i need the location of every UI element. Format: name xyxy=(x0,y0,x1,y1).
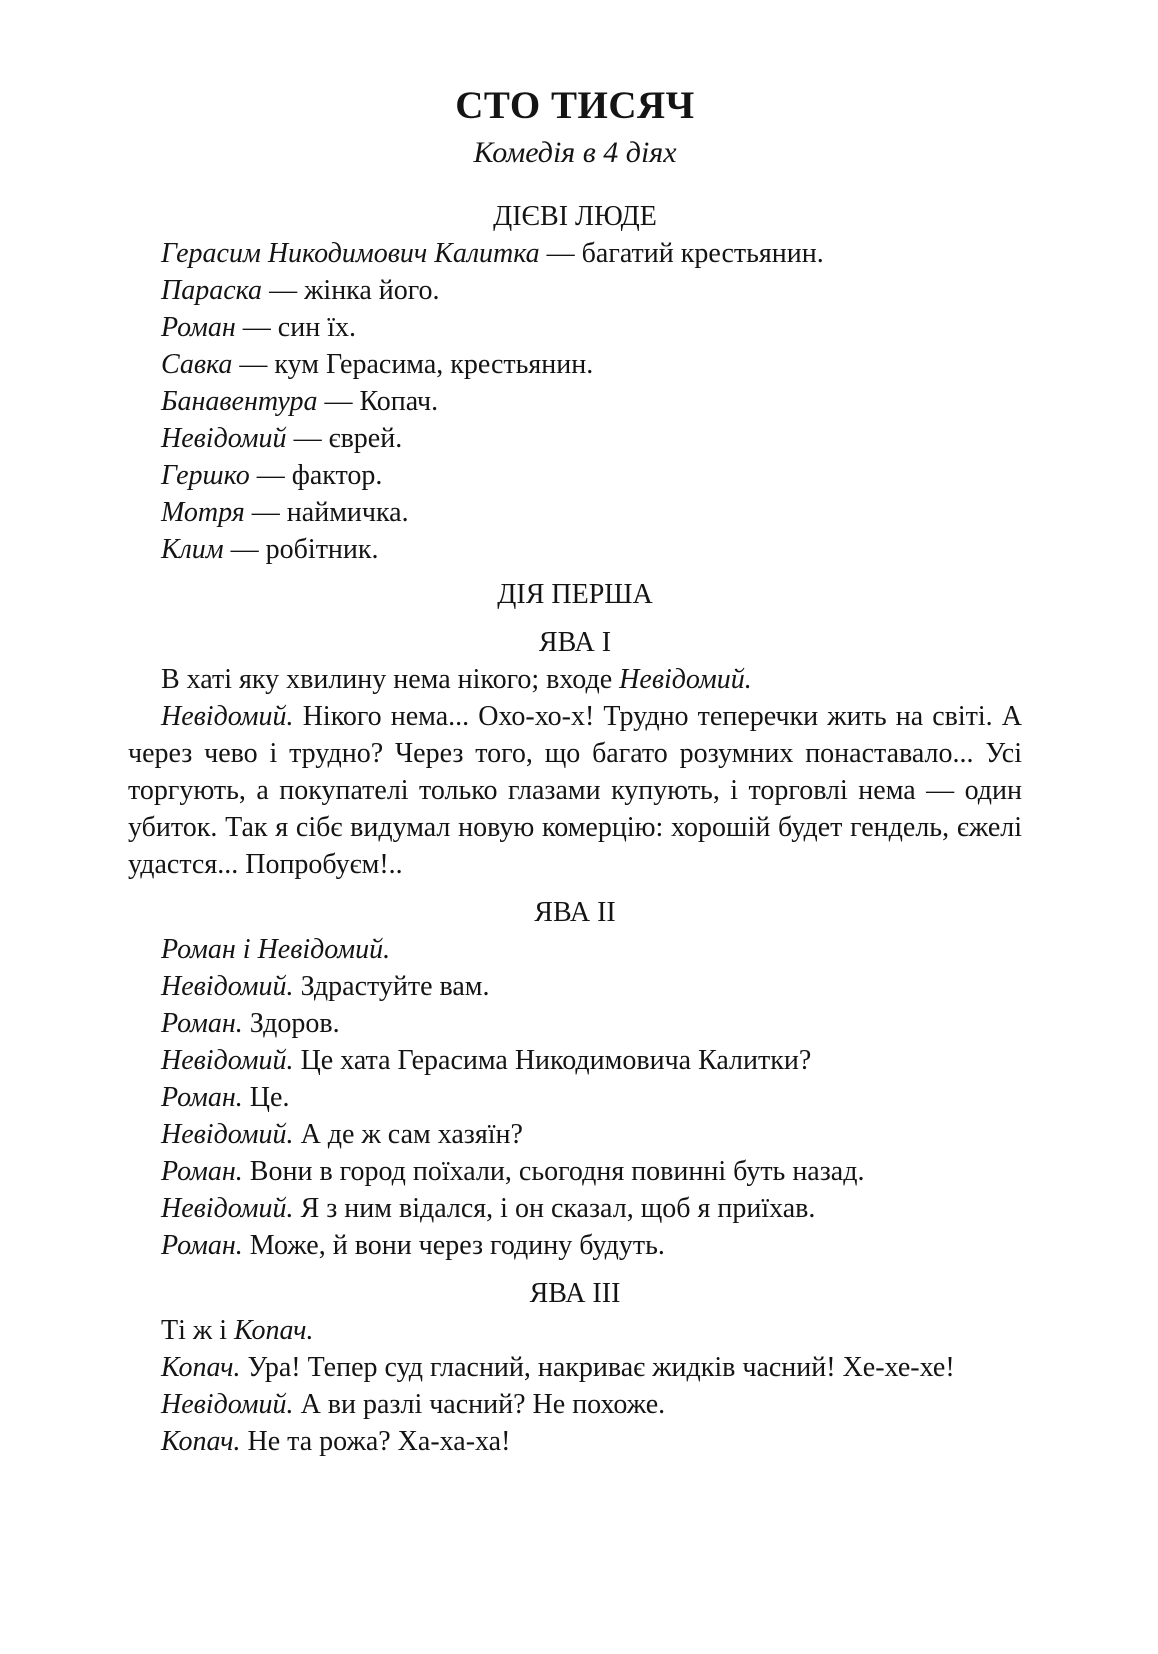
dialogue-text: Це. xyxy=(249,1082,290,1113)
play-title: СТО ТИСЯЧ xyxy=(455,84,695,127)
character-description: — кум Герасима, крестьянин. xyxy=(239,349,594,380)
dialogue-text: А ви разлі часний? Не похоже. xyxy=(300,1389,666,1420)
dialogue-line xyxy=(128,698,1022,883)
speaker-name: Невідомий. xyxy=(161,971,294,1002)
dialogue-line xyxy=(128,1227,1022,1264)
dialogue-line xyxy=(128,1190,1022,1227)
cast-entry xyxy=(128,346,1022,383)
cast-list xyxy=(128,235,1022,568)
dialogue-line xyxy=(128,1079,1022,1116)
cast-entry xyxy=(128,383,1022,420)
character-name: Савка xyxy=(161,349,233,380)
scene-heading: ЯВА II xyxy=(534,897,616,928)
speaker-name: Невідомий. xyxy=(161,701,294,732)
dialogue-line xyxy=(128,1005,1022,1042)
character-description: — наймичка. xyxy=(251,497,409,528)
dialogue-text: Вони в город поїхали, сьогодня повинні буть назад. xyxy=(249,1156,865,1187)
character-name: Копач. xyxy=(234,1315,314,1346)
speaker-name: Роман. xyxy=(161,1156,243,1187)
speaker-name: Роман. xyxy=(161,1230,243,1261)
dialogue-line xyxy=(128,968,1022,1005)
character-description: — Копач. xyxy=(324,386,439,417)
character-name: Параска xyxy=(161,275,263,306)
cast-entry xyxy=(128,309,1022,346)
play-subtitle: Комедія в 4 діях xyxy=(473,136,677,169)
cast-entry xyxy=(128,531,1022,568)
cast-entry xyxy=(128,494,1022,531)
dialogue-text: Здоров. xyxy=(249,1008,340,1039)
character-name: Невідомий xyxy=(161,423,287,454)
dialogue-line xyxy=(128,1349,1022,1386)
cast-entry xyxy=(128,272,1022,309)
cast-entry xyxy=(128,420,1022,457)
character-description: — фактор. xyxy=(256,460,383,491)
cast-heading: ДІЄВІ ЛЮДЕ xyxy=(493,201,657,232)
character-description: — багатий крестьянин. xyxy=(546,238,824,269)
speaker-name: Невідомий. xyxy=(161,1119,294,1150)
scene-heading: ЯВА III xyxy=(529,1278,621,1309)
speaker-name: Невідомий. xyxy=(161,1045,294,1076)
dialogue-text: Може, й вони через годину будуть. xyxy=(249,1230,665,1261)
character-name: Роман xyxy=(161,312,236,343)
stage-direction xyxy=(128,931,1022,968)
speaker-name: Невідомий. xyxy=(161,1389,294,1420)
character-description: — жінка його. xyxy=(269,275,440,306)
scene-heading: ЯВА I xyxy=(538,627,612,658)
character-name: Мотря xyxy=(161,497,245,528)
dialogue-line xyxy=(128,1116,1022,1153)
character-name: Невідомий. xyxy=(619,664,752,695)
character-name: Герасим Никодимович Калитка xyxy=(161,238,540,269)
dialogue-text: А де ж сам хазяїн? xyxy=(300,1119,523,1150)
character-description: — син їх. xyxy=(242,312,356,343)
speaker-name: Копач. xyxy=(161,1426,241,1457)
stage-direction xyxy=(128,1312,1022,1349)
character-name: Клим xyxy=(161,534,224,565)
character-name: Банавентура xyxy=(161,386,318,417)
act-heading: ДІЯ ПЕРША xyxy=(497,579,653,610)
dialogue-text: Нікого нема... Охо-хо-х! Трудно теперечки жить на світі. А через чево і трудно? Через того, що багато розумних понаставало... Усі торгують, а покупателі только глазами купують, і торговлі нема — один убиток. Так я сібє видумал новую комерцію: хорошій будет гендель, єжелі удастся... Попробуєм!.. xyxy=(128,701,1023,880)
stage-direction xyxy=(128,661,1022,698)
dialogue-text: Ура! Тепер суд гласний, накриває жидків часний! Хе-хе-хе! xyxy=(247,1352,955,1383)
speaker-name: Роман. xyxy=(161,1008,243,1039)
speaker-name: Копач. xyxy=(161,1352,241,1383)
dialogue-text: Здрастуйте вам. xyxy=(300,971,490,1002)
dialogue-line xyxy=(128,1153,1022,1190)
dialogue-line xyxy=(128,1042,1022,1079)
dialogue-line xyxy=(128,1386,1022,1423)
speaker-name: Роман. xyxy=(161,1082,243,1113)
stage-direction-text: В хаті яку хвилину нема нікого; входе xyxy=(161,664,613,695)
character-name: Гершко xyxy=(161,460,250,491)
cast-entry xyxy=(128,457,1022,494)
dialogue-text: Я з ним відался, і он сказал, щоб я приїхав. xyxy=(300,1193,816,1224)
dialogue-text: Не та рожа? Ха-ха-ха! xyxy=(247,1426,511,1457)
speaker-name: Невідомий. xyxy=(161,1193,294,1224)
dialogue-line xyxy=(128,1423,1022,1460)
dialogue-text: Це хата Герасима Никодимовича Калитки? xyxy=(300,1045,812,1076)
stage-direction-text: Ті ж і xyxy=(161,1315,228,1346)
character-description: — робітник. xyxy=(230,534,379,565)
character-description: — єврей. xyxy=(293,423,403,454)
stage-direction-text: Роман і Невідомий. xyxy=(161,934,391,965)
cast-entry xyxy=(128,235,1022,272)
